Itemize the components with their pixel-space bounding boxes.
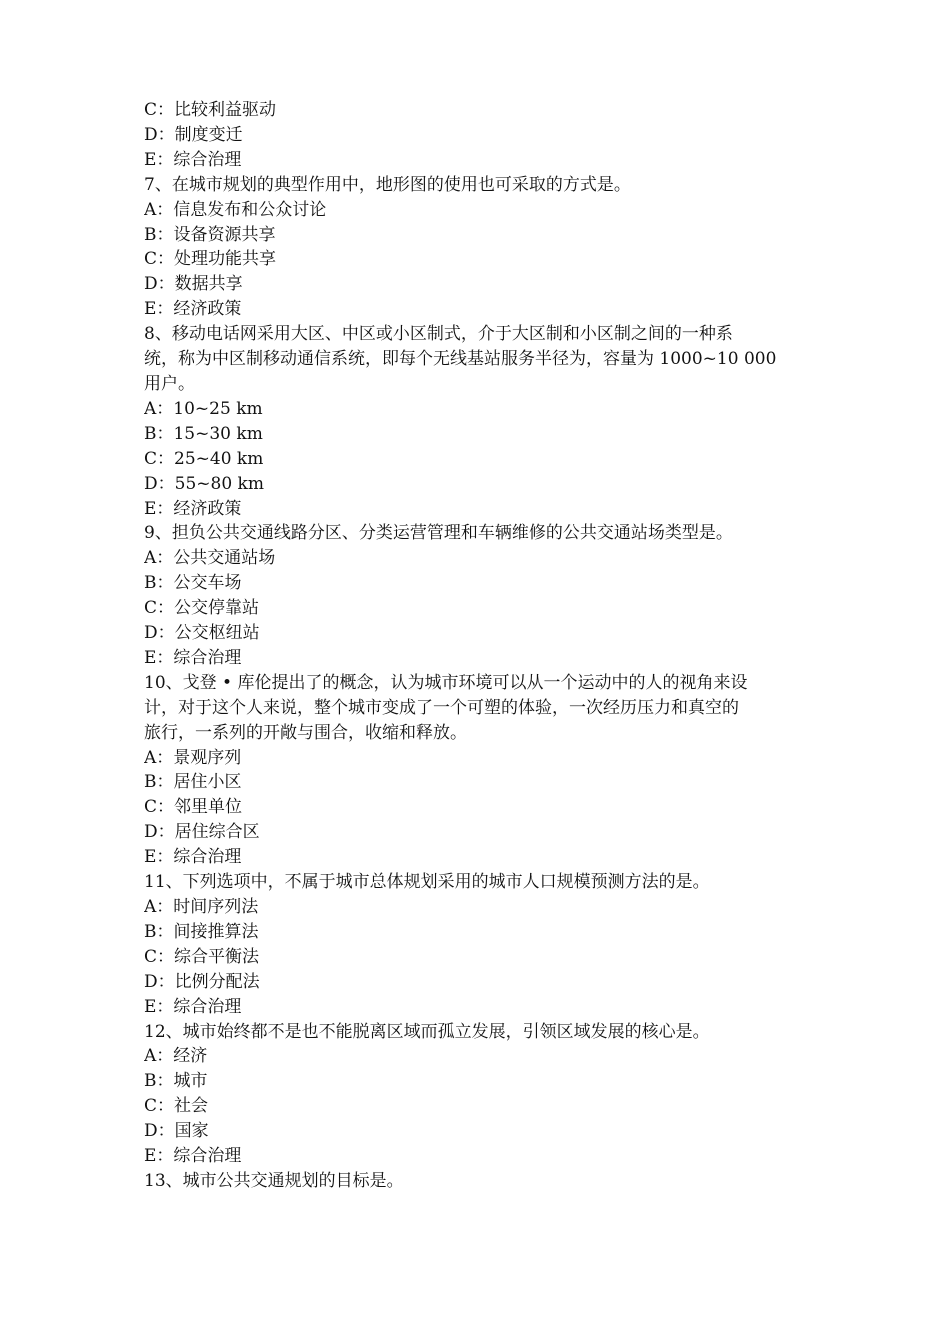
question-text: 8、移动电话网采用大区、中区或小区制式，介于大区制和小区制之间的一种系 [144, 324, 733, 345]
question-text: 12、城市始终都不是也不能脱离区域而孤立发展，引领区域发展的核心是。 [144, 1021, 710, 1042]
question-text: 13、城市公共交通规划的目标是。 [144, 1170, 404, 1191]
question-text: 7、在城市规划的典型作用中，地形图的使用也可采取的方式是。 [144, 174, 631, 195]
option-c: C：25~40 km [144, 448, 264, 469]
option-b: B：公交车场 [144, 573, 242, 594]
question-text: 10、戈登 • 库伦提出了的概念，认为城市环境可以从一个运动中的人的视角来设 [144, 672, 748, 693]
question-text: 9、担负公共交通线路分区、分类运营管理和车辆维修的公共交通站场类型是。 [144, 523, 733, 544]
question-text: 统，称为中区制移动通信系统，即每个无线基站服务半径为，容量为 1000~10 000 [144, 349, 777, 370]
option-e: E：综合治理 [144, 647, 242, 668]
option-b: B：居住小区 [144, 772, 242, 793]
option-d: D：国家 [144, 1121, 209, 1142]
option-d: D：比例分配法 [144, 971, 260, 992]
option-d: D：公交枢纽站 [144, 623, 260, 644]
option-c: C：社会 [144, 1096, 209, 1117]
option-a: A：景观序列 [144, 747, 242, 768]
option-b: B：间接推算法 [144, 921, 259, 942]
option-a: A：10~25 km [144, 398, 263, 419]
option-d: D：制度变迁 [144, 124, 243, 145]
option-c: C：比较利益驱动 [144, 100, 277, 120]
question-text: 旅行，一系列的开敞与围合，收缩和释放。 [144, 722, 467, 743]
option-e: E：综合治理 [144, 149, 242, 170]
option-e: E：经济政策 [144, 299, 242, 320]
option-a: A：经济 [144, 1046, 208, 1067]
option-b: B：15~30 km [144, 423, 263, 444]
question-list [144, 98, 808, 1194]
option-e: E：经济政策 [144, 498, 242, 519]
question-8 [144, 322, 808, 521]
option-d: D：55~80 km [144, 473, 264, 494]
option-c: C：公交停靠站 [144, 598, 260, 619]
question-7 [144, 173, 808, 322]
option-a: A：公共交通站场 [144, 548, 276, 569]
option-e: E：综合治理 [144, 1146, 242, 1167]
option-d: D：居住综合区 [144, 822, 260, 843]
question-text: 用户。 [144, 373, 195, 394]
option-c: C：综合平衡法 [144, 946, 260, 967]
option-e: E：综合治理 [144, 996, 242, 1017]
question-12 [144, 1020, 808, 1169]
question-text: 计，对于这个人来说，整个城市变成了一个可塑的体验，一次经历压力和真空的 [144, 697, 739, 718]
question-10 [144, 671, 808, 870]
question-9 [144, 521, 808, 670]
option-c: C：处理功能共享 [144, 249, 277, 270]
option-b: B：设备资源共享 [144, 224, 276, 245]
option-a: A：时间序列法 [144, 897, 259, 917]
option-c: C：邻里单位 [144, 797, 243, 818]
option-b: B：城市 [144, 1071, 208, 1092]
option-d: D：数据共享 [144, 274, 243, 295]
question-13 [144, 1169, 808, 1194]
question-text: 11、下列选项中，不属于城市总体规划采用的城市人口规模预测方法的是。 [144, 872, 710, 893]
question-11 [144, 870, 808, 1019]
option-e: E：综合治理 [144, 847, 242, 868]
options-block [144, 98, 808, 173]
option-a: A：信息发布和公众讨论 [144, 199, 327, 220]
